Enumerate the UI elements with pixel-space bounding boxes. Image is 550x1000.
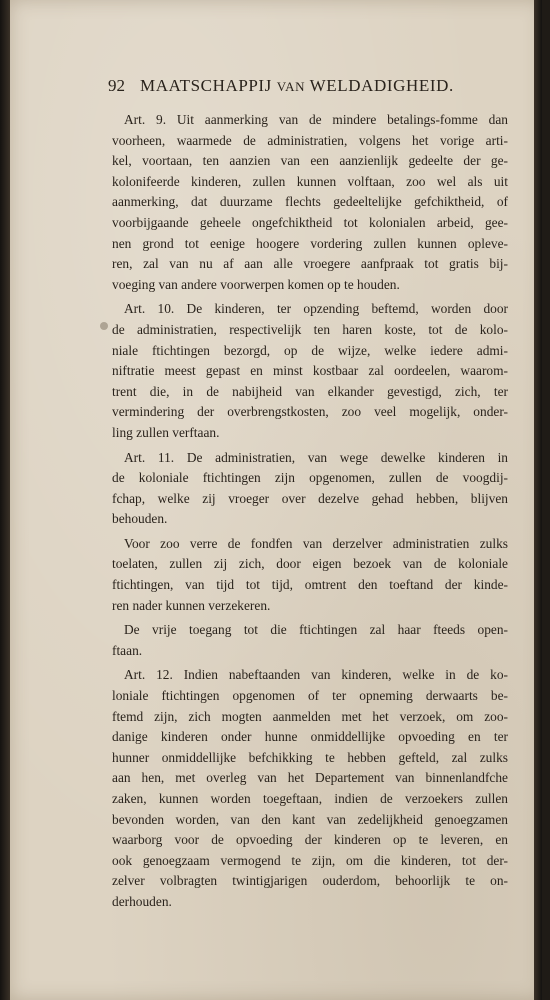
text-line: Voor zoo verre de fondfen van derzelver administratien zulks — [124, 535, 508, 551]
text-line: aanmerking, dat duurzame flechts gedeeltelijke gefchiktheid, of — [112, 194, 508, 210]
text-line: ftemd zijn, zich mogten aanmelden met het verzoek, om zoo- — [112, 708, 508, 724]
page-edge — [534, 0, 542, 1000]
text-line: niale ftichtingen bezorgd, op de wijze, welke iedere admi- — [112, 342, 508, 358]
text-line: de koloniale ftichtingen zijn opgenomen, zullen de voogdij- — [112, 470, 508, 486]
running-title — [140, 76, 454, 96]
text-line: ook genoegzaam vermogend te zijn, om die kinderen, tot der- — [112, 852, 508, 868]
text-line: vermindering der overbrengstkosten, zoo veel mogelijk, onder- — [112, 404, 508, 420]
paragraph-art-12 — [112, 665, 508, 912]
text-line: kel, voortaan, ten aanzien van een aanzienlijk gedeelte der ge- — [112, 153, 508, 169]
paragraph-art-11 — [112, 448, 508, 530]
paragraph-access — [112, 620, 508, 661]
paragraph-art-10 — [112, 299, 508, 443]
text-line: ling zullen verftaan. — [112, 424, 220, 440]
running-title-main: MAATSCHAPPIJ — [140, 76, 272, 95]
text-line: Art. 9. Uit aanmerking van de mindere betalings-fomme dan — [124, 112, 508, 127]
text-line: bevonden worden, van den kant van zedelijkheid genoegzamen — [112, 811, 508, 827]
text-line: derhouden. — [112, 893, 172, 909]
text-line: voorbijgaande geheele ongefchiktheid tot kolonialen arbeid, gee- — [112, 214, 508, 230]
body-text — [112, 110, 508, 917]
text-line: waarborg voor de opvoeding der kinderen op te leveren, en — [112, 832, 508, 848]
paragraph-visits — [112, 534, 508, 616]
text-line: toelaten, zullen zij zich, door eigen bezoek van de koloniale — [112, 556, 508, 572]
text-line: ren, zal van nu af aan alle vroegere aanfpraak tot gratis bij- — [112, 256, 508, 272]
text-line: Art. 11. De administratien, van wege dewelke kinderen in — [124, 449, 508, 465]
text-line: Art. 12. Indien nabeftaanden van kinderen, welke in de ko- — [124, 667, 508, 683]
text-line: aan hen, met overleg van het Departement van binnenlandfche — [112, 770, 508, 786]
text-line: voorheen, waarmede de administratien, volgens het vorige arti- — [112, 132, 508, 148]
text-line: nen grond tot eenige hoogere vordering zullen kunnen opleve- — [112, 235, 508, 251]
running-title-small: VAN — [276, 79, 306, 94]
text-line: de administratien, respectivelijk ten haren koste, tot de kolo- — [112, 321, 508, 337]
text-line: hunner onmiddellijke befchikking te hebben gefteld, zal zulks — [112, 749, 508, 765]
text-line: danige kinderen onder hunne onmiddellijke opvoeding en ter — [112, 729, 508, 745]
page-number: 92 — [108, 76, 125, 95]
text-line: ftaan. — [112, 642, 143, 658]
ink-smudge — [100, 322, 108, 330]
text-line: ren nader kunnen verzekeren. — [112, 597, 271, 613]
text-line: Art. 10. De kinderen, ter opzending beftemd, worden door — [124, 301, 508, 317]
running-header — [108, 76, 488, 102]
text-line: ftichtingen, van tijd tot tijd, omtrent den toeftand der kinde- — [112, 577, 508, 593]
text-line: fchap, welke zij vroeger over dezelve gehad hebben, blijven — [112, 490, 508, 506]
binding-gutter — [0, 0, 10, 1000]
text-line: kolonifeerde kinderen, zullen kunnen volftaan, zoo wel als uit — [112, 173, 508, 189]
paragraph-art-9 — [112, 110, 508, 295]
text-line: niftratie meest gepast en minst kostbaar zal oordeelen, waarom- — [112, 363, 508, 379]
text-line: behouden. — [112, 511, 168, 527]
text-line: zelver volbragten twintigjarigen ouderdom, behoorlijk te on- — [112, 873, 508, 889]
text-line: zaken, kunnen worden toegeftaan, indien de verzoekers zullen — [112, 791, 508, 806]
running-title-end: WELDADIGHEID. — [309, 76, 454, 95]
text-line: trent die, in de nabijheid van elkander gevestigd, zich, ter — [112, 383, 508, 399]
text-line: De vrije toegang tot die ftichtingen zal haar fteeds open- — [124, 622, 508, 638]
text-line: loniale ftichtingen opgenomen of ter opneming derwaarts be- — [112, 688, 508, 704]
text-line: voeging van andere voorwerpen komen op te houden. — [112, 276, 400, 292]
